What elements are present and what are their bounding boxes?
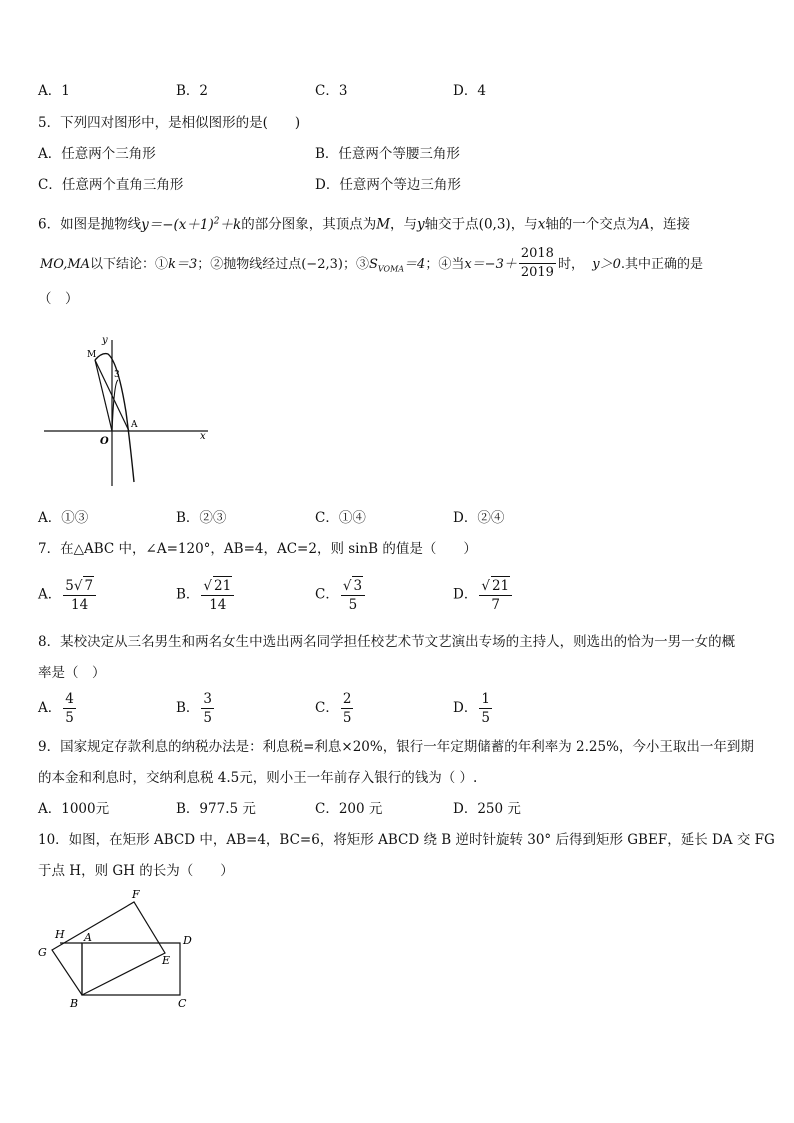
q8-option-b-num: 3: [203, 691, 213, 707]
q8-option-b: [176, 690, 216, 727]
q6-point: (0,3): [478, 216, 511, 233]
q5-option-c: C．任意两个直角三角形: [38, 177, 184, 193]
q8-option-a-label: A．: [38, 700, 62, 716]
q7-option-c: [315, 576, 367, 614]
q7-option-b-frac: [201, 576, 234, 614]
q6-k3: k＝3: [168, 257, 198, 272]
q5-option-d: D．任意两个等边三角形: [315, 177, 461, 193]
q6-m: M: [376, 216, 391, 233]
q6-point2: (−2,3): [301, 257, 343, 272]
q8-option-d-label: D．: [453, 700, 478, 716]
q7-option-c-num: √ 3: [341, 576, 365, 596]
q4-option-b: B．2: [176, 83, 209, 99]
q6-fig-o-label: O: [100, 436, 109, 447]
q6-area: [369, 257, 425, 272]
q7-c-radicand: 3: [353, 578, 363, 594]
q6-stem-line2: [40, 246, 703, 283]
q6-text-7: ，连接: [649, 216, 691, 233]
q10-label-c: C: [178, 997, 187, 1010]
q6-fraction-den: 2019: [520, 265, 554, 280]
q10-label-a: A: [84, 931, 92, 944]
q5-option-a: A．任意两个三角形: [38, 146, 156, 162]
q10-rect-gbef: [52, 902, 165, 995]
q6-option-d: D．②④: [453, 510, 505, 526]
q9-option-c: C．200 元: [315, 801, 383, 817]
q7-option-b: [176, 576, 236, 614]
q6-fig-x-label: x: [200, 431, 206, 442]
q6-option-c: C．①④: [315, 510, 366, 526]
q7-option-b-num: √ 21: [201, 576, 234, 596]
q7-option-d: [453, 576, 514, 614]
q4-option-a: A．1: [38, 83, 70, 99]
q6-y: y: [417, 216, 425, 233]
q6-text-9: ；②抛物线经过点: [197, 257, 302, 272]
q8-option-c-label: C．: [315, 700, 339, 716]
q8-option-d: [453, 690, 494, 727]
q7-option-a: [38, 576, 98, 614]
q8-option-d-den: 5: [481, 710, 490, 726]
q6-text-10: ；③: [342, 257, 369, 272]
q5-stem: 5．下列四对图形中，是相似图形的是( ): [38, 115, 301, 131]
q6-option-b: B．②③: [176, 510, 227, 526]
q8-option-a: [38, 690, 78, 727]
q6-text-6: 轴的一个交点为: [545, 216, 640, 233]
q8-option-b-den: 5: [203, 710, 213, 726]
q6-text-12: 时，: [557, 257, 584, 272]
q9-stem-line1: 9．国家规定存款利息的纳税办法是：利息税=利息×20%，银行一年定期储蓄的年利率为 2.25%，今小王取出一年到期: [38, 739, 754, 755]
q6-fig-a-label: A: [131, 420, 138, 430]
q6-area-tail: ＝4: [404, 257, 426, 272]
q8-stem-line1: 8．某校决定从三名男生和两名女生中选出两名同学担任校艺术节文艺演出专场的主持人，则选出的恰为一男一女的概: [38, 634, 736, 650]
q7-option-b-den: 14: [209, 597, 227, 613]
q7-a-radicand: 7: [84, 578, 94, 594]
q10-label-f: F: [132, 888, 140, 901]
q5-option-b: B．任意两个等腰三角形: [315, 146, 460, 162]
q8-option-c: [315, 690, 355, 727]
q8-stem-line2: 率是（ ）: [38, 665, 106, 681]
q10-stem-line1: 10．如图，在矩形 ABCD 中，AB=4，BC=6，将矩形 ABCD 绕 B 逆时针旋转 30° 后得到矩形 GBEF，延长 DA 交 FG: [38, 832, 775, 848]
q7-stem: 7．在△ABC 中，∠A=120°，AB=4，AC=2，则 sinB 的值是（ ）: [38, 541, 477, 557]
q6-option-a: A．①③: [38, 510, 89, 526]
q6-text-11: ；④当: [425, 257, 465, 272]
q8-option-d-frac: [479, 690, 492, 727]
q6-text-8: 以下结论：①: [90, 257, 169, 272]
q7-option-c-label: C．: [315, 586, 339, 603]
q6-eq-tail: ＋k: [219, 216, 242, 233]
q6-stem-line1: [38, 211, 690, 235]
q9-option-a: A．1000元: [38, 801, 110, 817]
q9-option-b: B．977.5 元: [176, 801, 256, 817]
q7-option-a-num: 5√ 7: [63, 576, 96, 596]
q8-option-c-num: 2: [342, 691, 352, 707]
q6-fig-3-label: 3: [114, 370, 120, 380]
q6-text-13: .其中正确的是: [620, 257, 703, 272]
q9-option-d: D．250 元: [453, 801, 521, 817]
q8-option-b-frac: [201, 690, 214, 727]
q8-option-a-den: 5: [65, 710, 74, 726]
q10-label-b: B: [70, 997, 79, 1010]
q6-fraction-num: 2018: [519, 245, 556, 264]
q7-option-c-frac: [341, 576, 365, 614]
q6-fig-y-label: y: [102, 335, 108, 346]
q6-fig-m-label: M: [87, 350, 97, 360]
q6-mo-ma: MO,MA: [40, 257, 91, 272]
q8-option-d-num: 1: [481, 691, 490, 707]
q9-stem-line2: 的本金和利息时，交纳利息税 4.5元，则小王一年前存入银行的钱为（ ）.: [38, 770, 478, 786]
q7-option-b-label: B．: [176, 586, 200, 603]
q7-option-d-frac: [479, 576, 512, 614]
q6-text-3: ，与: [390, 216, 418, 233]
q6-equation: [141, 217, 241, 233]
q7-option-d-num: √ 21: [479, 576, 512, 596]
q6-eq-sup: 2: [213, 216, 220, 226]
q6-segment-mo: [95, 360, 112, 431]
q6-text-5: ，与: [510, 216, 538, 233]
q6-text-4: 轴交于点: [424, 216, 479, 233]
q6-x: x: [537, 216, 546, 233]
q10-rectangle-figure: [30, 886, 205, 1011]
q6-text-2: 的部分图象，其顶点为: [241, 216, 377, 233]
q7-option-d-label: D．: [453, 586, 478, 603]
q6-area-s: S: [368, 257, 378, 272]
q10-label-h: H: [55, 928, 65, 941]
q7-option-a-frac: [63, 576, 96, 614]
q6-y-positive: y＞0: [592, 257, 621, 272]
q6-a: A: [639, 216, 650, 233]
q7-d-radicand: 21: [491, 578, 510, 594]
q8-option-b-label: B．: [176, 700, 200, 716]
q6-fraction: [519, 245, 556, 282]
q8-option-a-frac: [63, 690, 76, 727]
q7-option-a-label: A．: [38, 586, 62, 603]
q6-area-sub: VOMA: [377, 264, 405, 274]
q6-x-eq: x＝−3＋: [464, 257, 517, 272]
q7-a-coef: 5: [65, 578, 74, 594]
q7-b-radicand: 21: [214, 578, 232, 594]
q7-option-c-den: 5: [348, 597, 358, 613]
q10-label-g: G: [38, 946, 47, 959]
q4-option-c: C．3: [315, 83, 348, 99]
q8-option-c-den: 5: [342, 710, 352, 726]
q7-option-a-den: 14: [71, 597, 89, 613]
q10-label-e: E: [162, 954, 171, 967]
q4-option-d: D．4: [453, 83, 486, 99]
q8-option-a-num: 4: [65, 691, 74, 707]
q6-eq-main: y＝−(x＋1): [141, 216, 214, 233]
q7-option-d-den: 7: [491, 597, 501, 613]
q10-label-d: D: [183, 934, 192, 947]
q6-text-1: 6．如图是抛物线: [38, 216, 142, 233]
q6-parabola-figure: [40, 332, 215, 492]
q8-option-c-frac: [341, 690, 354, 727]
q10-stem-line2: 于点 H，则 GH 的长为（ ）: [38, 863, 234, 879]
q6-answer-paren: （ ）: [38, 291, 79, 307]
